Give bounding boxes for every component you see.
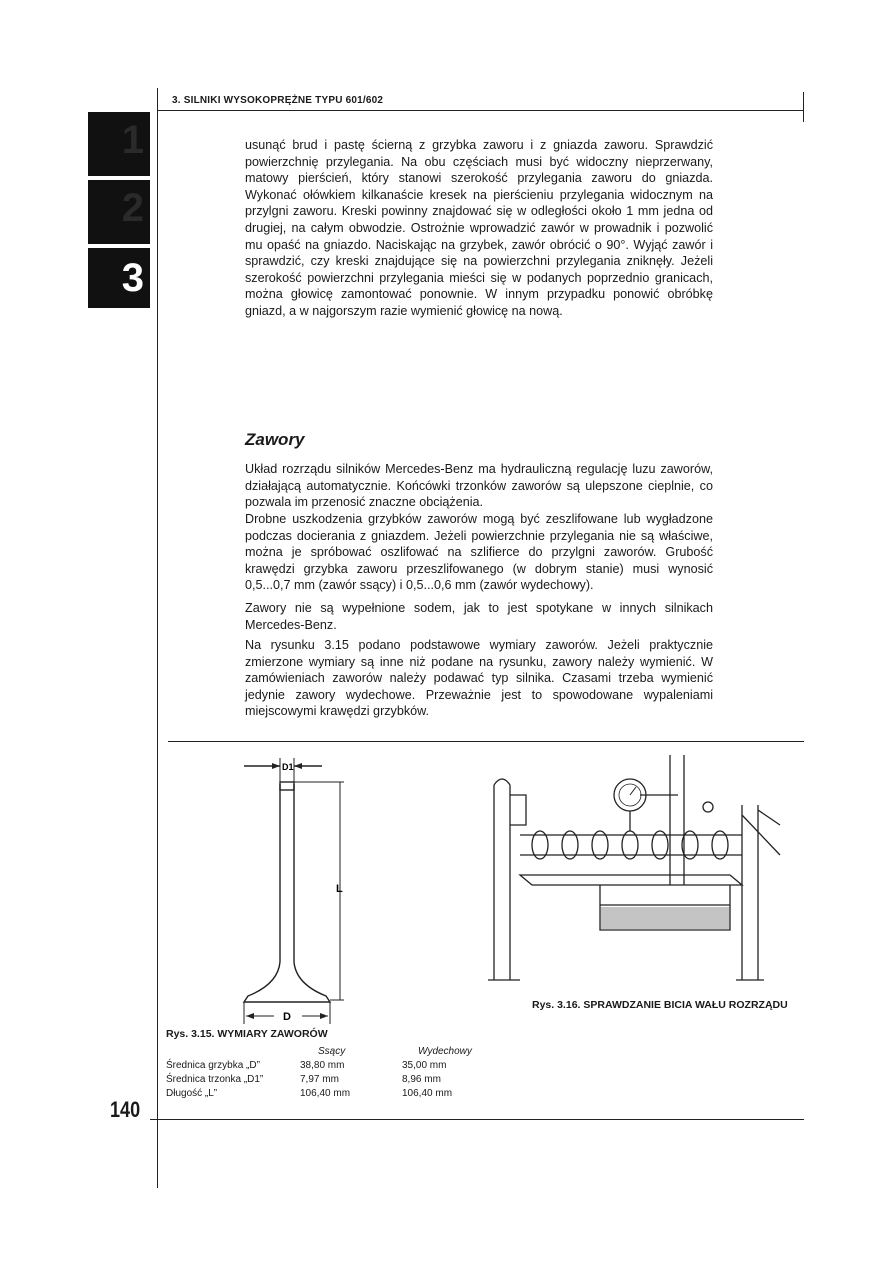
table-cell: Średnica trzonka „D1” bbox=[166, 1074, 264, 1085]
right-header-rule bbox=[803, 92, 804, 122]
valve-dimension-drawing bbox=[230, 752, 360, 1028]
chapter-tabs bbox=[88, 112, 150, 312]
table-cell: 35,00 mm bbox=[402, 1060, 447, 1071]
paragraph-valve-train: Układ rozrządu silników Mercedes-Benz ma hydrauliczną regulację luzu zaworów, działającą automatycznie. Końcówki trzonków zaworów są ulepszone cieplnie, co pozwala im przenosić znaczne obciążenia. bbox=[245, 462, 713, 510]
chapter-tab-3 bbox=[88, 248, 150, 308]
chapter-tab-label: 1 bbox=[121, 118, 144, 162]
table-cell: 7,97 mm bbox=[300, 1074, 339, 1085]
chapter-tab-label: 3 bbox=[121, 256, 144, 300]
paragraph-valve-seat-check: usunąć brud i pastę ścierną z grzybka zaworu i z gniazda zaworu. Sprawdzić powierzchnię przylegania. Na obu częściach musi być widoczny nieprzerwany, matowy pierścień, który stanowi szerokość przylegania zaworu do gniazda. Wykonać ołówkiem kilkanaście kresek na pierścieniu przylegania widocznym na przylgni zaworu. Kreski powinny znajdować się w odległości około 1 mm jedna od drugiej, na całym obwodzie. Ostrożnie wprowadzić zawór w prowadnik i pozwolić mu opaść na gniazdo. Naciskając na grzybek, zawór obrócić o 90°. Wyjąć zawór i sprawdzić, czy kreski znajdujące się na powierzchni przylegania zniknęły. Jeżeli szerokość powierzchni przylegania mieści się w podanych poprzednio granicach, można głowicę zamontować ponownie. W innym przypadku ponowić obróbkę gniazd, a w najgorszym razie wymienić głowicę na nową. bbox=[245, 138, 713, 318]
dimension-label-d: D bbox=[283, 1011, 291, 1023]
table-cell: Długość „L” bbox=[166, 1088, 218, 1099]
valve-dimensions-table bbox=[166, 1045, 508, 1101]
paragraph-sodium: Zawory nie są wypełnione sodem, jak to jest spotykane w innych silnikach Mercedes-Benz. bbox=[245, 601, 713, 632]
left-margin-rule bbox=[157, 88, 158, 1188]
figure-3-15-caption: Rys. 3.15. WYMIARY ZAWORÓW bbox=[166, 1028, 328, 1040]
table-cell: 106,40 mm bbox=[300, 1088, 351, 1099]
dimension-label-l: L bbox=[336, 883, 343, 895]
page-number: 140 bbox=[110, 1097, 141, 1122]
table-header-cell bbox=[166, 1045, 300, 1059]
table-cell: 8,96 mm bbox=[402, 1074, 441, 1085]
figure-3-16-caption: Rys. 3.16. SPRAWDZANIE BICIA WAŁU ROZRZĄDU bbox=[532, 999, 788, 1011]
table-header-row bbox=[166, 1045, 508, 1059]
table-header-cell: Ssący bbox=[318, 1046, 346, 1057]
section-divider-rule bbox=[168, 741, 804, 742]
dimension-label-d1: D1 bbox=[282, 762, 294, 772]
header-rule bbox=[157, 110, 804, 111]
chapter-tab-2 bbox=[88, 180, 150, 244]
paragraph-valve-grinding: Drobne uszkodzenia grzybków zaworów mogą być zeszlifowane lub wygładzone podczas docierania z gniazdem. Jeżeli powierzchnie przylegania nie są właściwe, można je spróbować oszlifować na szlifierce do przylgni zaworów. Grubość krawędzi grzybka zaworu przeszlifowanego (w dobrym stanie) musi wynosić 0,5...0,7 mm (zawór ssący) i 0,5...0,6 mm (zawór wydechowy). bbox=[245, 512, 713, 593]
table-row bbox=[166, 1073, 508, 1087]
chapter-tab-1 bbox=[88, 112, 150, 176]
chapter-tab-label: 2 bbox=[121, 186, 144, 230]
table-header-cell: Wydechowy bbox=[418, 1046, 472, 1057]
table-row bbox=[166, 1059, 508, 1073]
chapter-title: 3. SILNIKI WYSOKOPRĘŻNE TYPU 601/602 bbox=[172, 95, 384, 106]
section-title: Zawory bbox=[245, 430, 305, 449]
table-cell: Średnica grzybka „D” bbox=[166, 1060, 260, 1071]
table-row bbox=[166, 1087, 508, 1101]
paragraph-dimensions: Na rysunku 3.15 podano podstawowe wymiary zaworów. Jeżeli praktycznie zmierzone wymiary są inne niż podane na rysunku, zawory należy wymienić. W zamówieniach zaworów należy podawać typ silnika. Czasami trzeba wymienić jedynie zawory wydechowe. Przeważnie jest to spowodowane wypaleniami miejscowymi krawędzi grzybków. bbox=[245, 638, 713, 719]
table-cell: 38,80 mm bbox=[300, 1060, 345, 1071]
camshaft-runout-illustration bbox=[480, 755, 790, 995]
footer-rule bbox=[150, 1119, 804, 1120]
table-cell: 106,40 mm bbox=[402, 1088, 453, 1099]
